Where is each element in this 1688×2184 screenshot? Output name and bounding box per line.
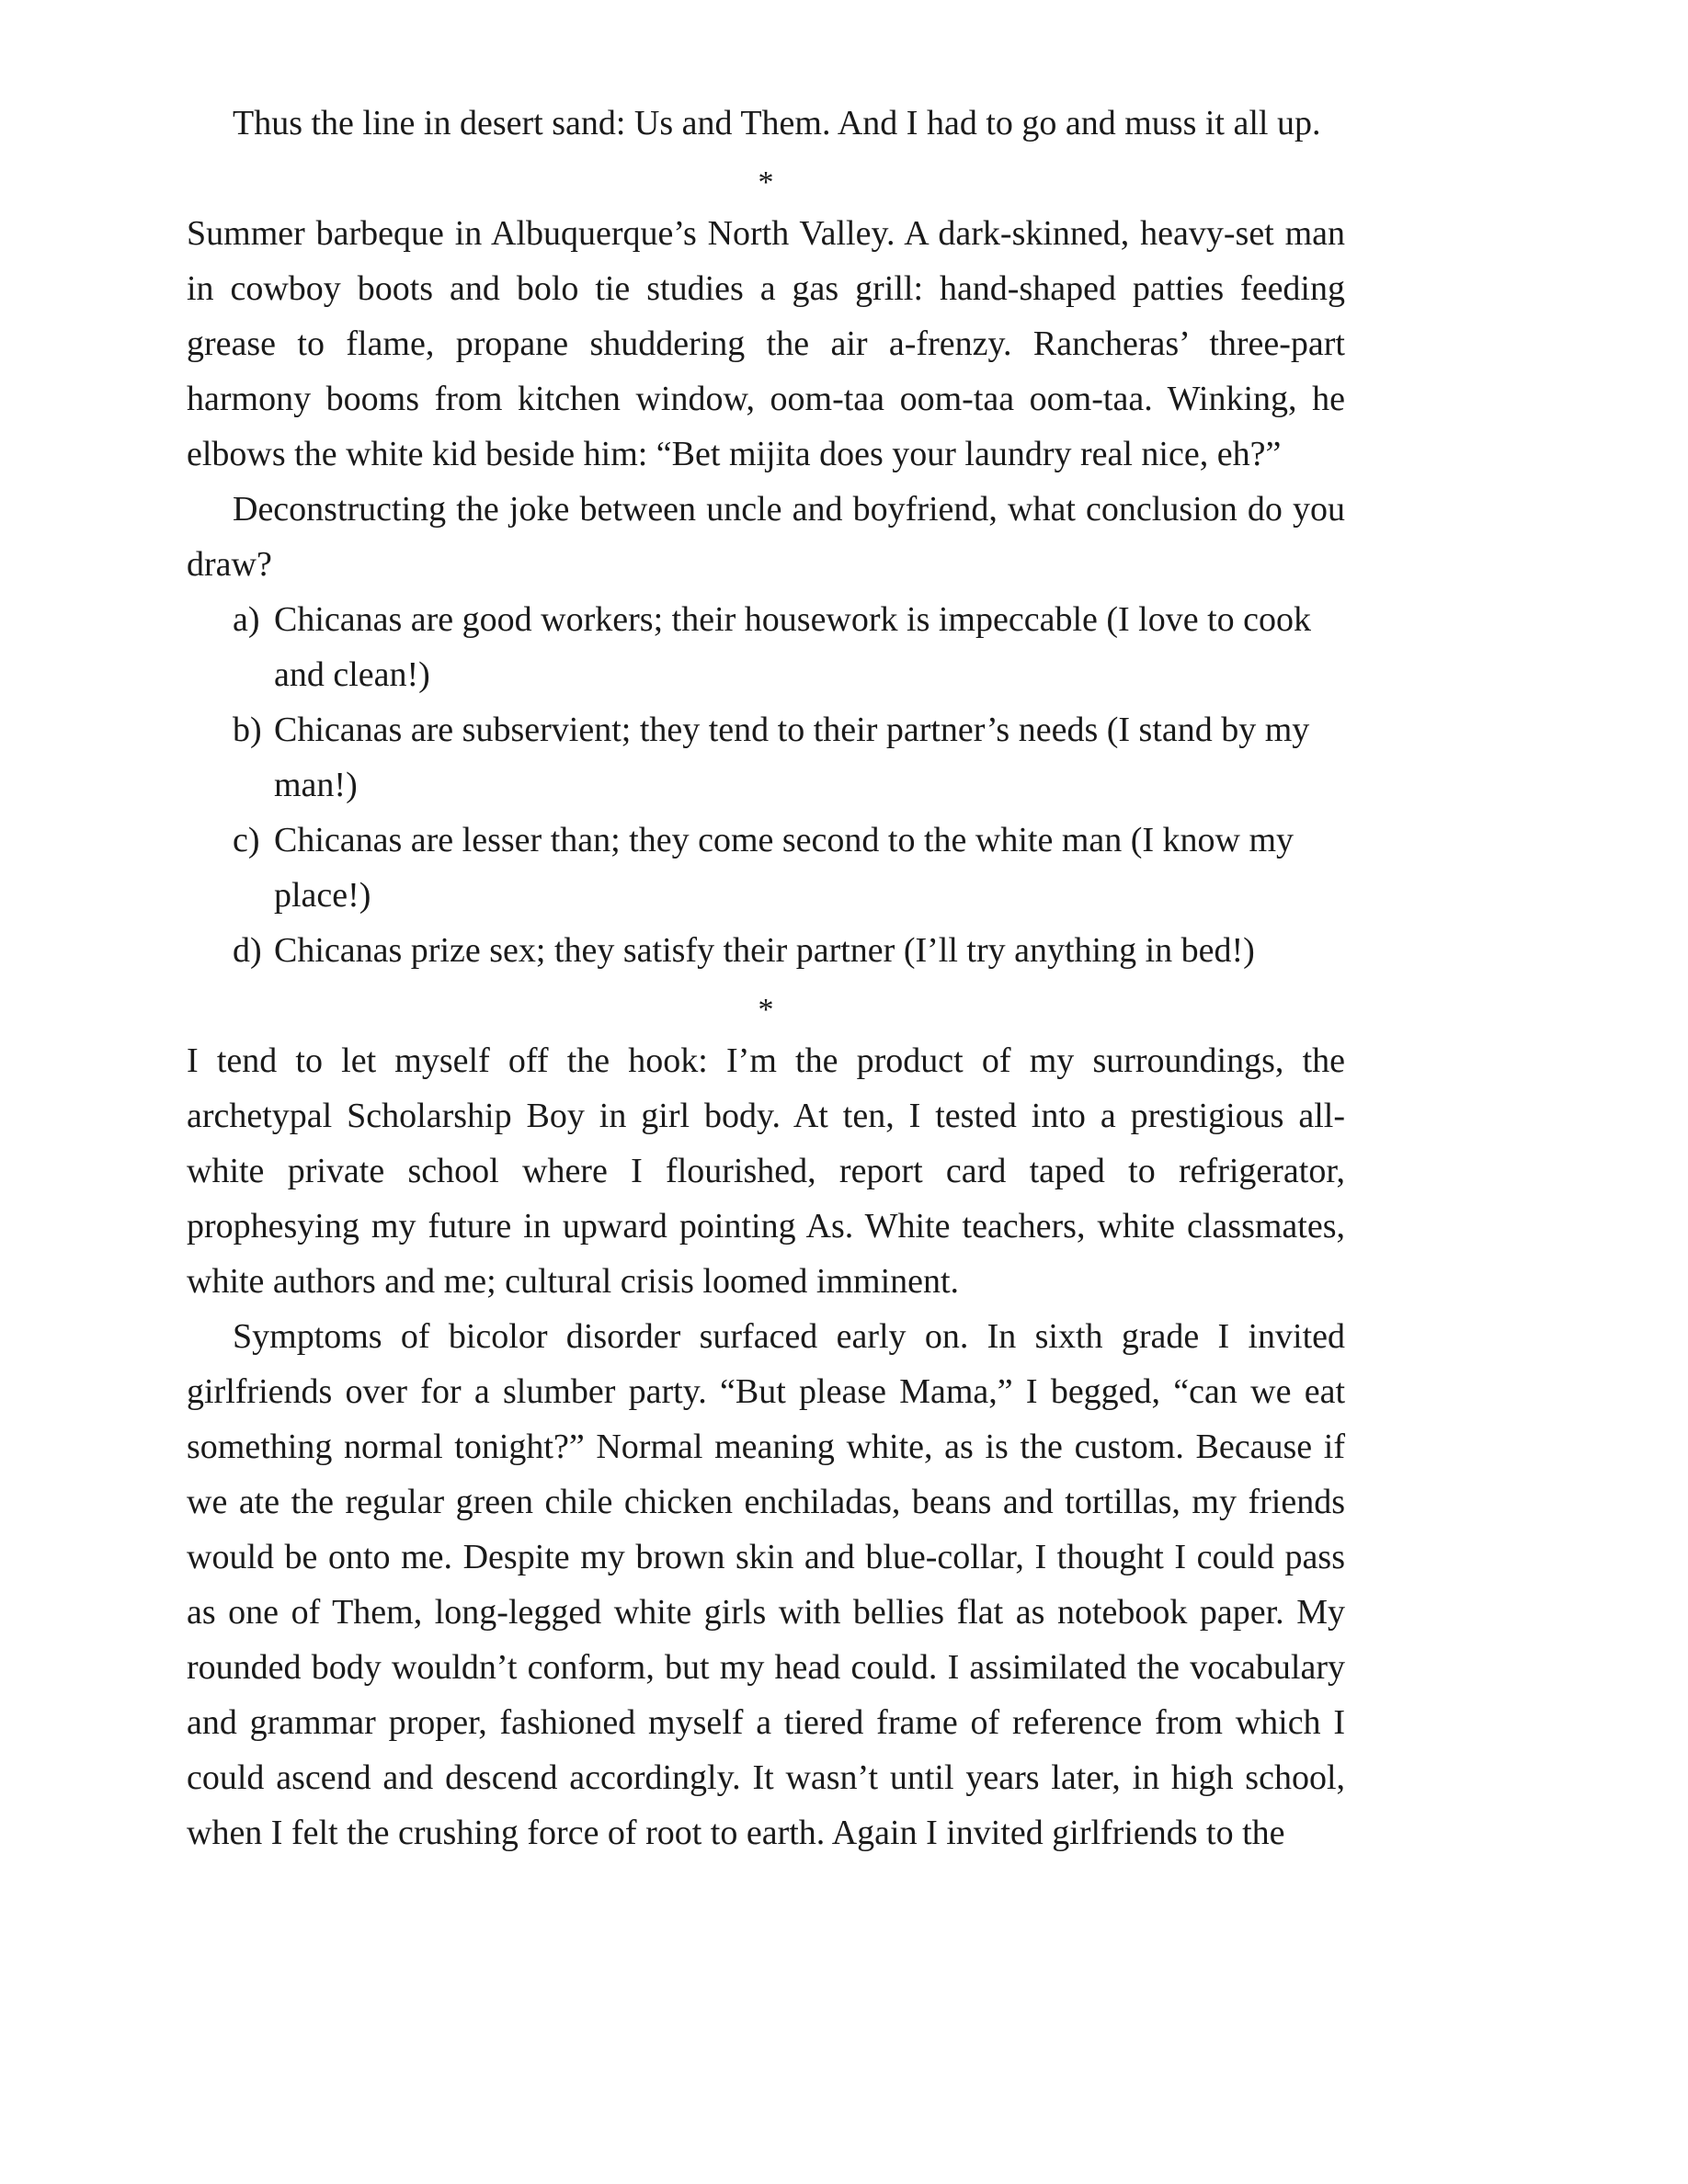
list-item-text: Chicanas are good workers; their housework is impeccable (I love to cook and clean!) [274, 600, 1312, 694]
list-item [187, 592, 1345, 702]
list-item-text: Chicanas are lesser than; they come second to the white man (I know my place!) [274, 821, 1295, 915]
paragraph-barbeque: Summer barbeque in Albuquerque’s North Valley. A dark-skinned, heavy-set man in cowboy boots and bolo tie studies a gas grill: hand-shaped patties feeding grease to flame, propane shuddering the air a-frenzy. Rancheras’ three-part harmony booms from kitchen window, oom-taa oom-taa oom-taa. Winking, he elbows the white kid beside him: “Bet mijita does your laundry real nice, eh?” [187, 214, 1345, 473]
answer-options-list [187, 592, 1345, 978]
list-item-text: Chicanas prize sex; they satisfy their partner (I’ll try anything in bed!) [274, 931, 1255, 970]
list-item [187, 702, 1345, 813]
paragraph-symptoms: Symptoms of bicolor disorder surfaced early on. In sixth grade I invited girlfriends over for a slumber party. “But please Mama,” I begged, “can we eat something normal tonight?” Normal meaning white, as is the custom. Because if we ate the regular green chile chicken enchiladas, beans and tortillas, my friends would be onto me. Despite my brown skin and blue-collar, I thought I could pass as one of Them, long-legged white girls with bellies flat as notebook paper. My rounded body wouldn’t conform, but my head could. I assimilated the vocabulary and grammar proper, fashioned myself a tiered frame of reference from which I could ascend and descend accordingly. It wasn’t until years later, in high school, when I felt the crushing force of root to earth. Again I invited girlfriends to the [187, 1317, 1345, 1852]
list-marker: c) [233, 821, 260, 859]
section-break: * [758, 165, 774, 199]
paragraph-hook: I tend to let myself off the hook: I’m the product of my surroundings, the archetypal Scholarship Boy in girl body. At ten, I tested into a prestigious all-white private school where I flourished, report card taped to refrigerator, prophesying my future in upward pointing As. White teachers, white classmates, white authors and me; cultural crisis loomed imminent. [187, 1041, 1345, 1301]
list-marker: b) [233, 711, 262, 749]
list-item [187, 813, 1345, 923]
paragraph-question: Deconstructing the joke between uncle and boyfriend, what conclusion do you draw? [187, 490, 1345, 584]
list-item [187, 923, 1345, 978]
section-break: * [758, 993, 774, 1027]
paragraph-intro: Thus the line in desert sand: Us and Them. And I had to go and muss it all up. [233, 104, 1321, 142]
page-body [187, 96, 1345, 1860]
list-item-text: Chicanas are subservient; they tend to their partner’s needs (I stand by my man!) [274, 711, 1310, 804]
list-marker: d) [233, 931, 262, 970]
list-marker: a) [233, 600, 260, 639]
